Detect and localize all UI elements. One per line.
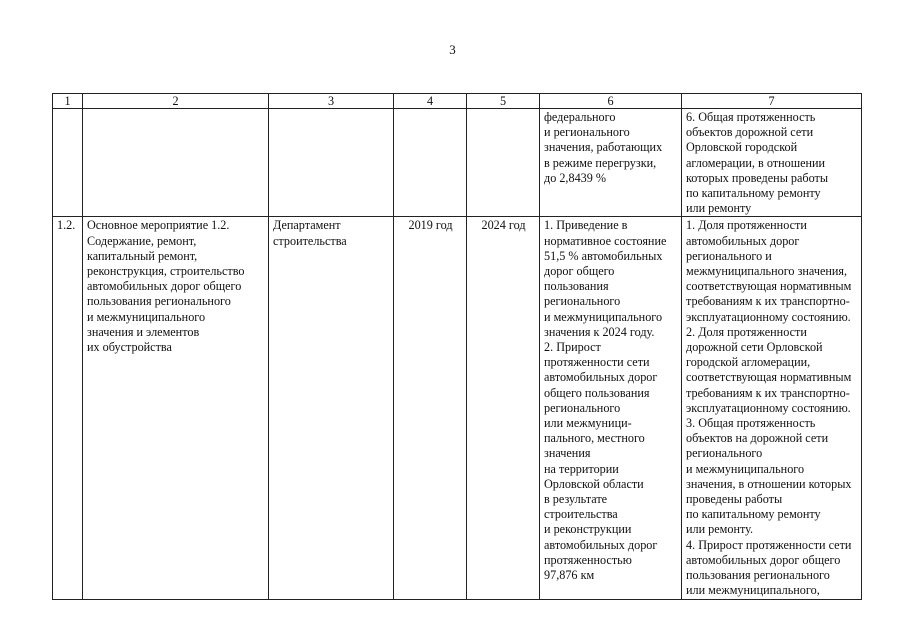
cell-empty bbox=[394, 109, 467, 217]
column-header-1: 1 bbox=[53, 94, 83, 109]
cell-empty bbox=[53, 109, 83, 217]
cell-row-number: 1.2. bbox=[53, 217, 83, 599]
column-header-4: 4 bbox=[394, 94, 467, 109]
measures-table bbox=[52, 93, 862, 600]
column-header-row bbox=[53, 94, 862, 109]
column-header-6: 6 bbox=[540, 94, 682, 109]
column-header-3: 3 bbox=[269, 94, 394, 109]
cell-start-year: 2019 год bbox=[394, 217, 467, 599]
cell-indicators-continuation: 6. Общая протяженность объектов дорожной сети Орловской городской агломерации, в отношении которых проведены работы по капитальному ремонту или ремонту bbox=[682, 109, 862, 217]
cell-expected-results: 1. Приведение в нормативное состояние 51,5 % автомобильных дорог общего пользования регионального и межмуниципального значения к 2024 году. 2. Прирост протяженности сети автомобильных дорог общего пользования регионального или межмуници- пального, местного значения на территории Орловской области в результате строительства и реконструкции автомобильных дорог протяженностью 97,876 км bbox=[540, 217, 682, 599]
cell-empty bbox=[467, 109, 540, 217]
column-header-7: 7 bbox=[682, 94, 862, 109]
page-number: 3 bbox=[449, 42, 456, 57]
column-header-5: 5 bbox=[467, 94, 540, 109]
cell-results-continuation: федерального и регионального значения, работающих в режиме перегрузки, до 2,8439 % bbox=[540, 109, 682, 217]
cell-executor: Департамент строительства bbox=[269, 217, 394, 599]
table-row-1-2 bbox=[53, 217, 862, 599]
column-header-2: 2 bbox=[83, 94, 269, 109]
cell-indicators: 1. Доля протяженности автомобильных дорог регионального и межмуниципального значения, соответствующая нормативным требованиям к их транспортно- эксплуатационному состоянию. 2. Доля протяженности дорожной сети Орловской городской агломерации, соответствующая нормативным требованиям к их транспортно- эксплуатационному состоянию. 3. Общая протяженность объектов на дорожной сети регионального и межмуниципального значения, в отношении которых проведены работы по капитальному ремонту или ремонту. 4. Прирост протяженности сети автомобильных дорог общего пользования регионального или межмуниципального, bbox=[682, 217, 862, 599]
cell-end-year: 2024 год bbox=[467, 217, 540, 599]
cell-measure-name: Основное мероприятие 1.2. Содержание, ремонт, капитальный ремонт, реконструкция, строительство автомобильных дорог общего пользования регионального и межмуниципального значения и элементов их обустройства bbox=[83, 217, 269, 599]
cell-empty bbox=[83, 109, 269, 217]
cell-empty bbox=[269, 109, 394, 217]
continuation-row bbox=[53, 109, 862, 217]
